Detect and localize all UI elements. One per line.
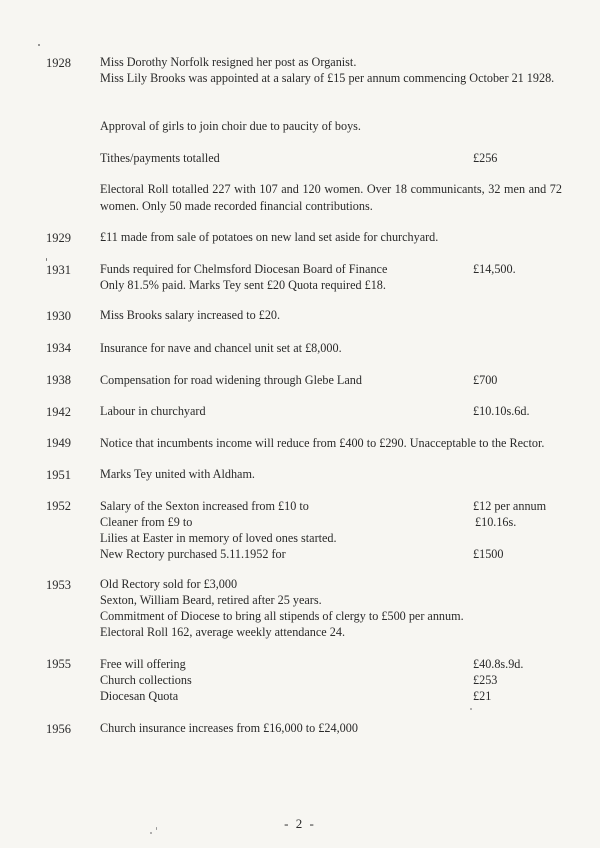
entry-1955-amount-3: £21 xyxy=(473,689,492,703)
year-1934: 1934 xyxy=(46,341,71,355)
entry-1953-line-4: Electoral Roll 162, average weekly attendance 24. xyxy=(100,625,345,639)
year-1956: 1956 xyxy=(46,722,71,736)
entry-1938-line-1: Compensation for road widening through Glebe Land xyxy=(100,373,362,387)
entry-1928-line-1: Miss Dorothy Norfolk resigned her post as Organist. xyxy=(100,55,357,69)
scan-speck xyxy=(46,258,47,261)
entry-1953-line-2: Sexton, William Beard, retired after 25 years. xyxy=(100,593,322,607)
entry-1952-amount-4: £1500 xyxy=(473,547,504,561)
entry-1955-line-3: Diocesan Quota xyxy=(100,689,179,703)
entry-1955-amount-1: £40.8s.9d. xyxy=(473,657,524,671)
entry-1930-line-1: Miss Brooks salary increased to £20. xyxy=(100,308,281,322)
year-1942: 1942 xyxy=(46,405,71,419)
entry-1928-line-4: Tithes/payments totalled xyxy=(100,151,220,165)
entry-1928-amount: £256 xyxy=(473,151,498,165)
entry-1955-line-1: Free will offering xyxy=(100,657,186,671)
entry-1956-line-1: Church insurance increases from £16,000 to £24,000 xyxy=(100,721,358,735)
entry-1955-line-2: Church collections xyxy=(100,673,192,687)
year-1930: 1930 xyxy=(46,309,71,323)
year-1929: 1929 xyxy=(46,231,71,245)
entry-1953-line-3: Commitment of Diocese to bring all stipends of clergy to £500 per annum. xyxy=(100,609,464,623)
entry-1952-amount-2: £10.16s. xyxy=(475,515,517,529)
entry-1949-line-1: Notice that incumbents income will reduce from £400 to £290. Unacceptable to the Rector. xyxy=(100,436,545,450)
year-1955: 1955 xyxy=(46,657,71,671)
entry-1928-line-2: Miss Lily Brooks was appointed at a salary of £15 per annum commencing October 21 1928. xyxy=(100,71,555,85)
entry-1952-amount-1: £12 per annum xyxy=(473,499,547,513)
entry-1931-line-1: Funds required for Chelmsford Diocesan Board of Finance xyxy=(100,262,388,276)
year-1928: 1928 xyxy=(46,56,71,70)
entry-1928-line-3: Approval of girls to join choir due to paucity of boys. xyxy=(100,119,361,133)
year-1938: 1938 xyxy=(46,373,71,387)
page-number: - 2 - xyxy=(284,816,316,831)
entry-1931-amount: £14,500. xyxy=(473,262,516,276)
year-1931: 1931 xyxy=(46,263,71,277)
entry-1928-line-5: Electoral Roll totalled 227 with 107 and 120 women. Over 18 communicants, 32 men and 72 women. Only 50 made recorded financial contributions. xyxy=(100,182,562,213)
year-1951: 1951 xyxy=(46,468,71,482)
scan-speck xyxy=(470,708,472,710)
year-1953: 1953 xyxy=(46,578,71,592)
entry-1952-line-1: Salary of the Sexton increased from £10 to xyxy=(100,499,309,513)
entry-1951-line-1: Marks Tey united with Aldham. xyxy=(100,467,255,481)
entry-1942-line-1: Labour in churchyard xyxy=(100,404,206,418)
entry-1952-line-3: Lilies at Easter in memory of loved ones started. xyxy=(100,531,337,545)
entry-1931-line-2: Only 81.5% paid. Marks Tey sent £20 Quota required £18. xyxy=(100,278,386,292)
entry-1952-line-2: Cleaner from £9 to xyxy=(100,515,193,529)
entry-1955-amount-2: £253 xyxy=(473,673,498,687)
entry-1952-line-4: New Rectory purchased 5.11.1952 for xyxy=(100,547,286,561)
scan-speck xyxy=(156,827,157,830)
scan-speck xyxy=(38,44,40,46)
entry-1938-amount: £700 xyxy=(473,373,498,387)
scan-speck xyxy=(150,832,152,834)
entry-1953-line-1: Old Rectory sold for £3,000 xyxy=(100,577,238,591)
entry-1929-line-1: £11 made from sale of potatoes on new land set aside for churchyard. xyxy=(100,230,439,244)
year-1952: 1952 xyxy=(46,499,71,513)
entry-1942-amount: £10.10s.6d. xyxy=(473,404,530,418)
entry-1934-line-1: Insurance for nave and chancel unit set at £8,000. xyxy=(100,341,342,355)
year-1949: 1949 xyxy=(46,436,71,450)
